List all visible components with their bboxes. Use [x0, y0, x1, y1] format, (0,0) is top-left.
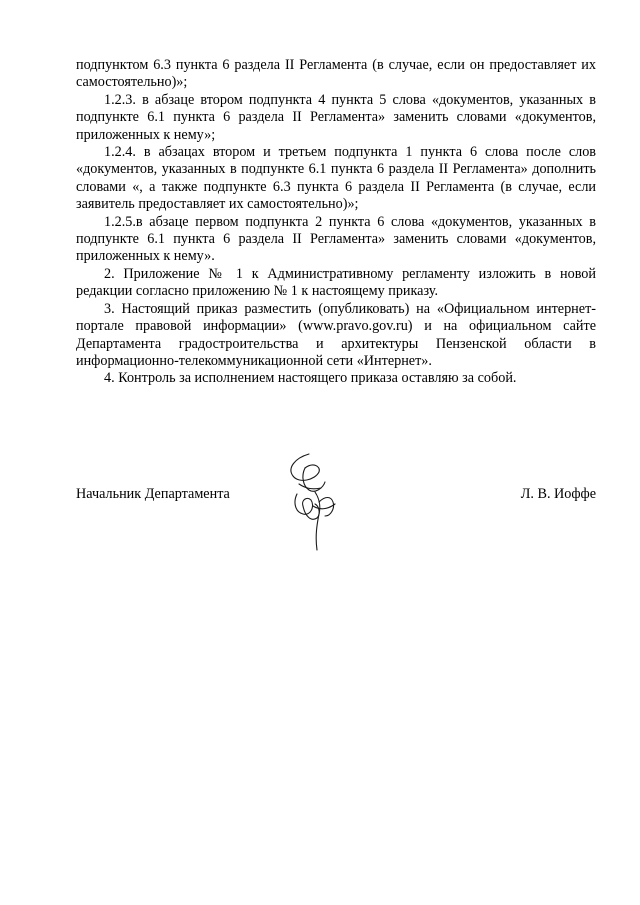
document-body — [76, 57, 596, 388]
signatory-title: Начальник Департамента — [76, 486, 230, 502]
paragraph-continuation: подпунктом 6.3 пункта 6 раздела II Регламента (в случае, если он предоставляет их самостоятельно)»; — [76, 57, 596, 91]
paragraph-1-2-3: 1.2.3. в абзаце втором подпункта 4 пункта 5 слова «документов, указанных в подпункте 6.1 пункта 6 раздела II Регламента» заменить словами «документов, приложенных к нему»; — [76, 91, 596, 143]
paragraph-4: 4. Контроль за исполнением настоящего приказа оставляю за собой. — [104, 370, 517, 387]
paragraph-3: 3. Настоящий приказ разместить (опубликовать) на «Официальном интернет-портале правовой информации» (www.pravo.gov.ru) и на официальном сайте Департамента градостроительства и архитектуры Пензенской области в информационно-телекоммуникационной сети «Интернет». — [76, 300, 596, 369]
signatory-name: Л. В. Иоффе — [520, 486, 596, 502]
paragraph-1-2-5: 1.2.5.в абзаце первом подпункта 2 пункта 6 слова «документов, указанных в подпункте 6.1 пункта 6 раздела II Регламента» заменить словами «документов, приложенных к нему». — [76, 213, 596, 265]
handwritten-signature — [275, 446, 350, 561]
paragraph-2: 2. Приложение № 1 к Административному регламенту изложить в новой редакции согласно приложению № 1 к настоящему приказу. — [76, 265, 596, 300]
paragraph-1-2-4: 1.2.4. в абзацах втором и третьем подпункта 1 пункта 6 слова после слов «документов, указанных в подпункте 6.1 пункта 6 раздела II Регламента» дополнить словами «, а также подпункте 6.3 пункта 6 раздела II Регламента (в случае, если заявитель предоставляет их самостоятельно)»; — [76, 144, 596, 213]
